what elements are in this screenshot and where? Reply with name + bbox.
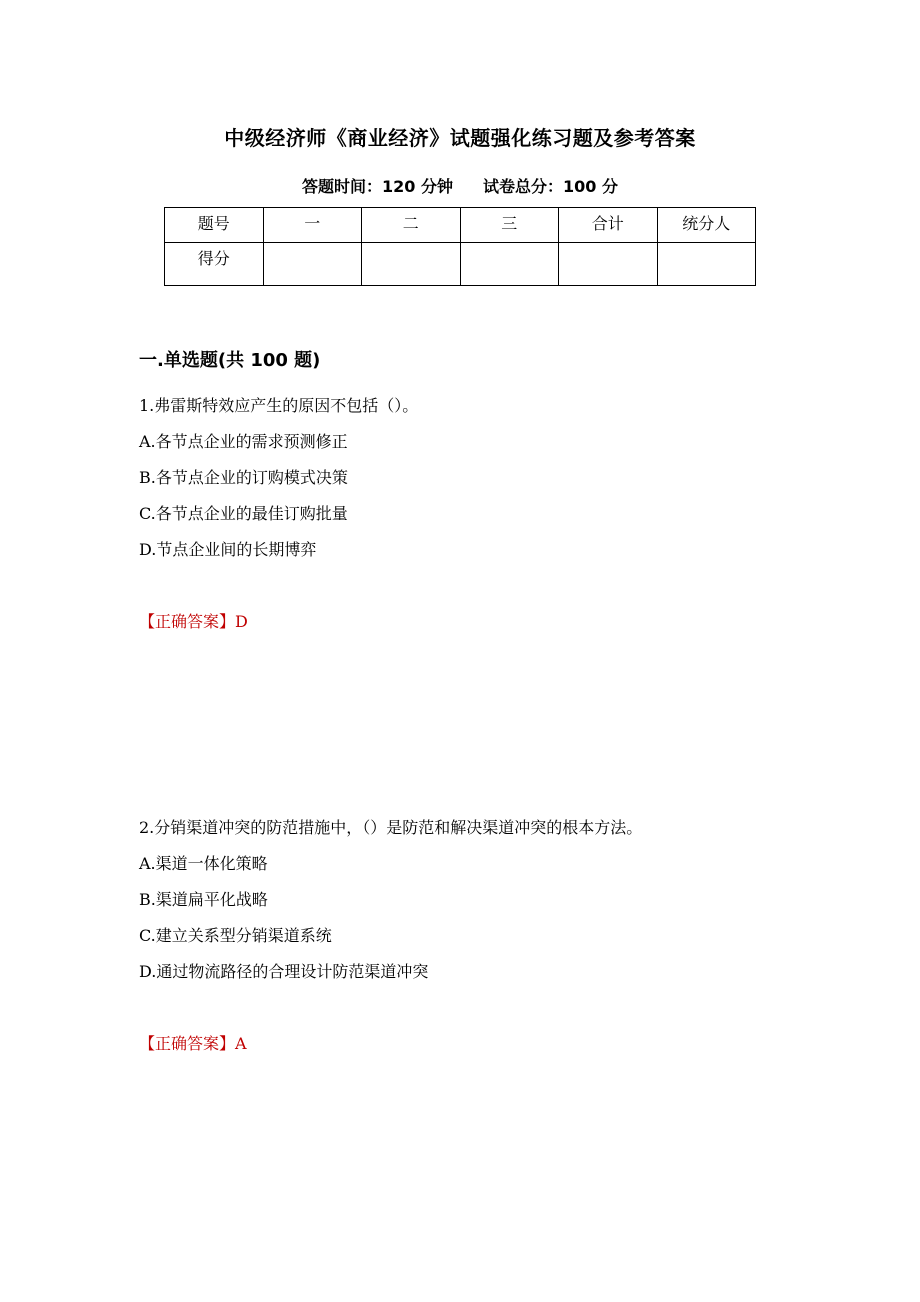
score-table-header: 二	[362, 208, 461, 243]
exam-total-score: 试卷总分：100 分	[483, 177, 618, 196]
question-2-option-c: C.建立关系型分销渠道系统	[139, 926, 332, 945]
answer-value: D	[235, 612, 248, 631]
question-2-option-b: B.渠道扁平化战略	[139, 890, 268, 909]
question-1-stem: 1.弗雷斯特效应产生的原因不包括（）。	[139, 396, 419, 415]
question-2-option-d: D.通过物流路径的合理设计防范渠道冲突	[139, 962, 429, 981]
score-table-header: 合计	[559, 208, 658, 243]
score-table-header: 题号	[165, 208, 264, 243]
question-1-option-a: A.各节点企业的需求预测修正	[139, 432, 348, 451]
question-2-answer	[139, 1031, 247, 1054]
exam-time: 答题时间：120 分钟	[302, 177, 453, 196]
score-table-header-row	[165, 208, 756, 243]
answer-label: 【正确答案】	[139, 612, 236, 631]
answer-label: 【正确答案】	[139, 1034, 236, 1053]
question-2-option-a: A.渠道一体化策略	[139, 854, 268, 873]
score-cell	[460, 243, 559, 286]
score-row-label: 得分	[165, 243, 264, 286]
score-table-row	[165, 243, 756, 286]
question-1-option-c: C.各节点企业的最佳订购批量	[139, 504, 348, 523]
score-table	[164, 207, 756, 286]
exam-info	[0, 174, 920, 197]
score-table-header: 一	[263, 208, 362, 243]
answer-value: A	[235, 1034, 247, 1053]
score-table-header: 三	[460, 208, 559, 243]
question-2-stem: 2.分销渠道冲突的防范措施中，（）是防范和解决渠道冲突的根本方法。	[139, 818, 643, 837]
question-1-answer	[139, 609, 248, 632]
score-cell	[657, 243, 756, 286]
score-cell	[362, 243, 461, 286]
score-cell	[263, 243, 362, 286]
section-title: 一.单选题(共 100 题)	[139, 350, 321, 371]
score-cell	[559, 243, 658, 286]
question-1-option-b: B.各节点企业的订购模式决策	[139, 468, 348, 487]
document-title: 中级经济师《商业经济》试题强化练习题及参考答案	[224, 126, 696, 150]
score-table-header: 统分人	[657, 208, 756, 243]
question-1-option-d: D.节点企业间的长期博弈	[139, 540, 317, 559]
